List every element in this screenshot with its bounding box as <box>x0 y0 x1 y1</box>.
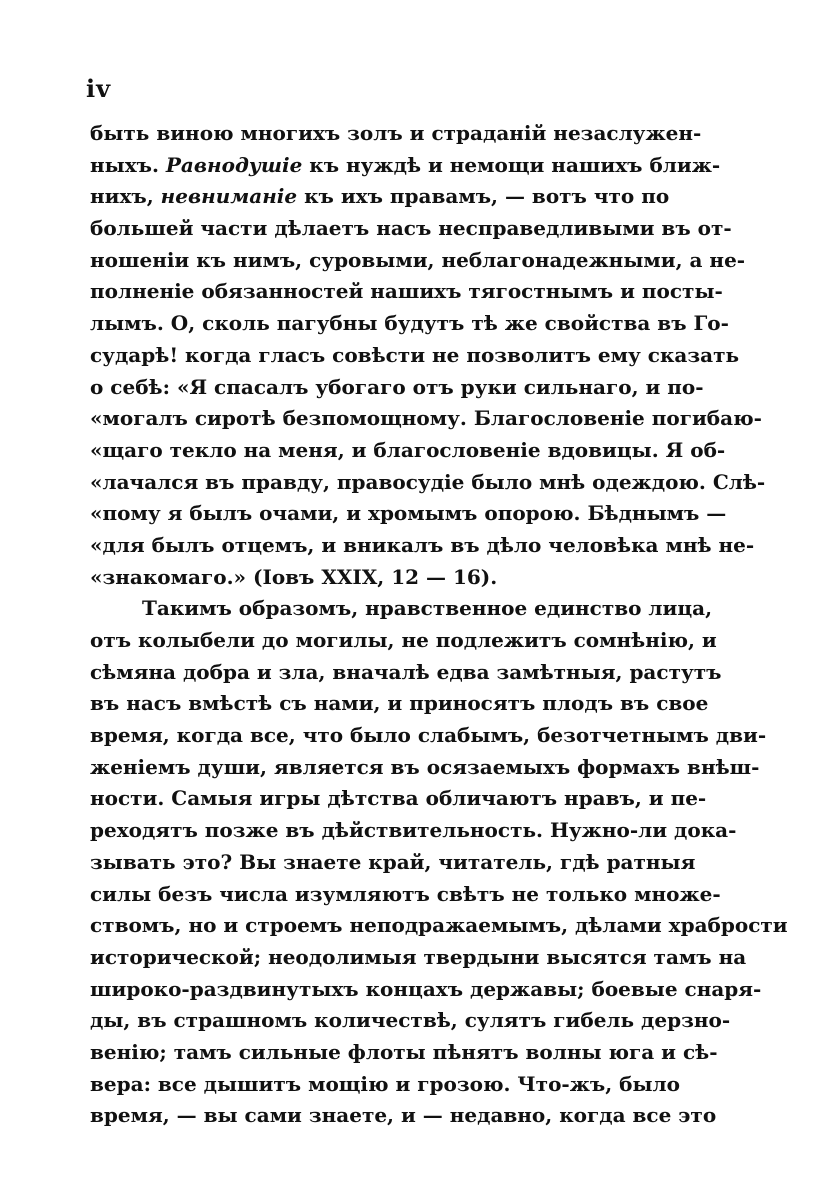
text-line <box>90 752 760 784</box>
text-segment: къ нуждѣ и немощи нашихъ ближ- <box>302 152 721 177</box>
text-line <box>90 340 740 372</box>
body-text <box>90 118 788 1132</box>
text-segment: ды, въ страшномъ количествѣ, сулятъ гибель дерзно- <box>90 1008 731 1033</box>
text-segment: ности. Самыя игры дѣтства обличаютъ нравъ, и пе- <box>90 786 707 811</box>
text-line <box>90 879 721 911</box>
text-line <box>90 847 696 879</box>
text-line <box>90 625 717 657</box>
text-segment: Такимъ образомъ, нравственное единство лица, <box>142 596 713 621</box>
text-segment: ствомъ, но и строемъ неподражаемымъ, дѣлами храбрости <box>90 913 788 938</box>
text-line <box>90 245 746 277</box>
text-segment: ныхъ. <box>90 152 166 177</box>
text-segment: нихъ, <box>90 184 161 209</box>
page-number: iv <box>86 74 112 103</box>
text-segment: ношеніи къ нимъ, суровыми, неблагонадежными, а не- <box>90 247 746 272</box>
text-segment: большей части дѣлаетъ насъ несправедливыми въ от- <box>90 216 732 241</box>
text-segment: сѣмяна добра и зла, вначалѣ едва замѣтныя, растутъ <box>90 659 722 684</box>
text-segment: силы безъ числа изумляютъ свѣтъ не только множе- <box>90 881 721 906</box>
text-line <box>90 657 722 689</box>
text-line <box>90 815 737 847</box>
text-segment: «могалъ сиротѣ безпомощному. Благословеніе погибаю- <box>90 406 762 431</box>
text-line <box>90 150 721 182</box>
text-line <box>90 308 729 340</box>
text-line <box>90 1005 731 1037</box>
text-line <box>90 435 726 467</box>
text-segment: быть виною многихъ золъ и страданій незаслужен- <box>90 121 702 145</box>
text-line <box>90 118 702 150</box>
text-segment: широко-раздвинутыхъ концахъ державы; боевые снаря- <box>90 976 762 1001</box>
text-line <box>90 372 704 404</box>
text-line <box>90 213 732 245</box>
text-segment: венію; тамъ сильные флоты пѣнятъ волны юга и сѣ- <box>90 1039 718 1064</box>
text-line <box>90 530 755 562</box>
text-segment: полненіе обязанностей нашихъ тягостнымъ и посты- <box>90 279 723 304</box>
text-segment: о себѣ: «Я спасалъ убогаго отъ руки сильнаго, и по- <box>90 374 704 399</box>
text-segment: вера: все дышитъ мощію и грозою. Что-жъ, было <box>90 1071 680 1096</box>
text-line <box>90 403 762 435</box>
text-segment: «лачался въ правду, правосудіе было мнѣ одеждою. Слѣ- <box>90 469 766 494</box>
text-line <box>90 1100 717 1132</box>
text-segment: «щаго текло на меня, и благословеніе вдовицы. Я об- <box>90 437 726 462</box>
text-segment: сударѣ! когда гласъ совѣсти не позволитъ ему сказать <box>90 342 740 367</box>
text-line <box>90 562 666 594</box>
text-line <box>90 910 788 942</box>
text-line <box>90 942 747 974</box>
text-line <box>90 467 766 499</box>
text-segment: «для былъ отцемъ, и вникалъ въ дѣло человѣка мнѣ не- <box>90 532 755 557</box>
emphasized-text: невниманіе <box>160 184 298 209</box>
text-line <box>90 498 727 530</box>
text-segment: въ насъ вмѣстѣ съ нами, и приносятъ плодъ въ свое <box>90 691 709 716</box>
text-line <box>90 276 723 308</box>
text-segment: реходятъ позже въ дѣйствительность. Нужно-ли дока- <box>90 818 737 843</box>
text-line <box>90 974 762 1006</box>
text-segment: къ ихъ правамъ, — вотъ что по <box>297 184 670 209</box>
text-line <box>90 688 709 720</box>
emphasized-text: Равнодушіе <box>165 152 303 177</box>
paragraph <box>90 118 766 593</box>
text-segment: «пому я былъ очами, и хромымъ опорою. Бѣднымъ — <box>90 501 727 526</box>
text-line <box>90 593 713 625</box>
text-segment: время, — вы сами знаете, и — недавно, когда все это <box>90 1103 717 1128</box>
text-segment: исторической; неодолимыя твердыни высятся тамъ на <box>90 944 747 969</box>
text-segment: отъ колыбели до могилы, не подлежитъ сомнѣнію, и <box>90 628 717 652</box>
text-line <box>90 1069 680 1101</box>
text-line <box>90 181 670 213</box>
text-segment: время, когда все, что было слабымъ, безотчетнымъ дви- <box>90 723 767 748</box>
text-segment: «знакомаго.» (Іовъ XXIX, 12 — 16). <box>90 564 498 589</box>
text-line <box>90 1037 718 1069</box>
text-segment: лымъ. О, сколь пагубны будутъ тѣ же свойства въ Го- <box>90 311 729 336</box>
text-segment: зывать это? Вы знаете край, читатель, гдѣ ратныя <box>90 849 696 874</box>
paragraph <box>90 593 788 1132</box>
text-line <box>90 783 707 815</box>
text-segment: женіемъ души, является въ осязаемыхъ формахъ внѣш- <box>90 754 760 779</box>
text-line <box>90 720 767 752</box>
